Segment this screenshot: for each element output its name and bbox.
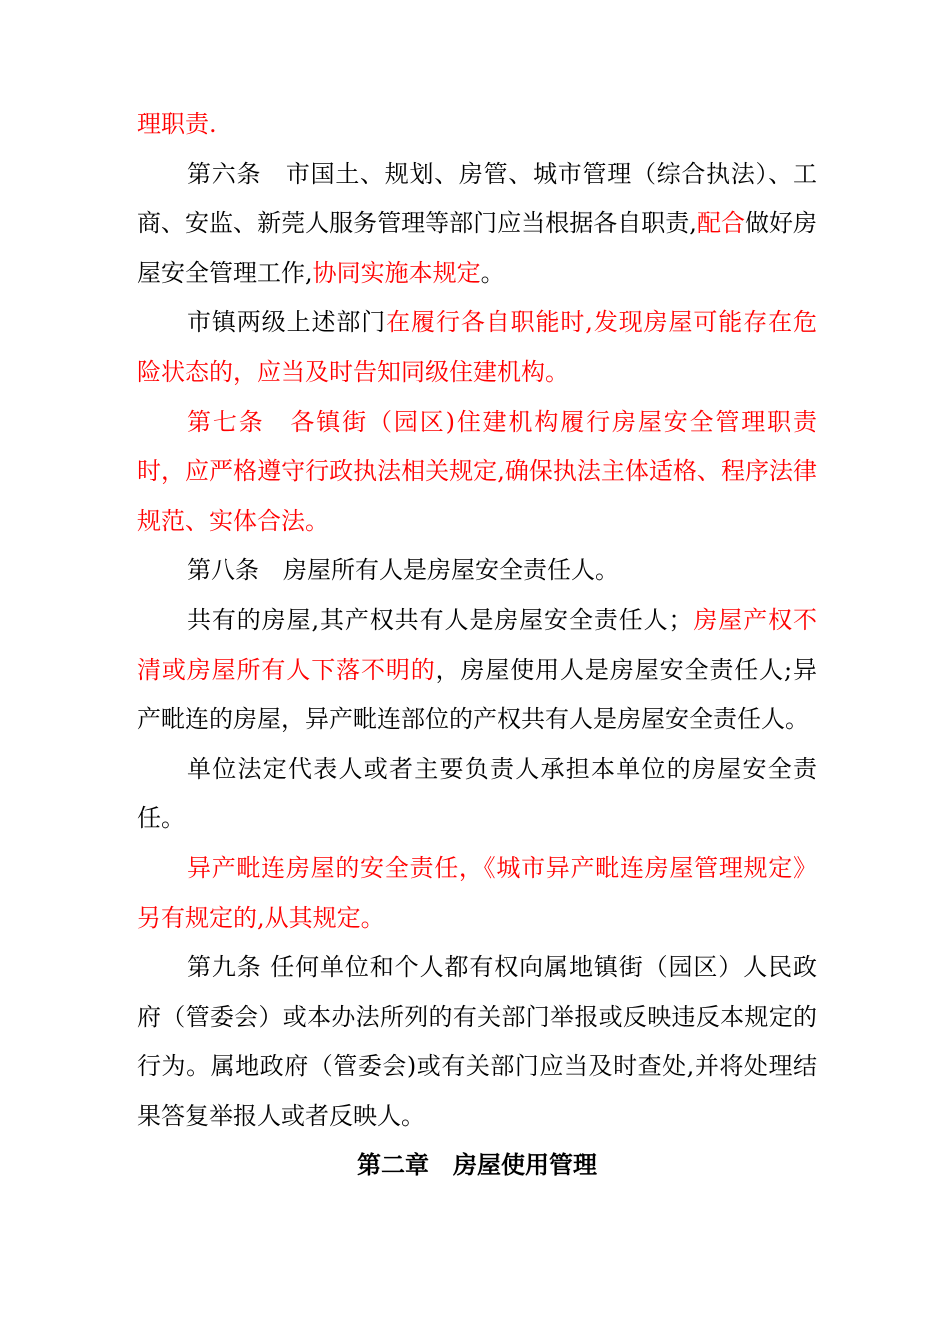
highlighted-text: 协同实施本规定 — [312, 258, 481, 287]
body-text: 第八条 房屋所有人是房屋安全责任人。 — [187, 556, 619, 585]
body-text: ，房屋使用人是房屋安全责任人;异产毗连的房屋，异产毗连部位的产权共有人是房屋安全责任人。 — [137, 655, 817, 734]
highlighted-text: 理职责. — [137, 110, 217, 138]
body-text: 市镇两级上述部门 — [187, 308, 387, 337]
paragraph — [137, 150, 817, 299]
body-text: 做好房屋安全管理工作, — [137, 209, 818, 287]
highlighted-text: 在履行各自职能时,发现房屋可能存在危险状态的，应当及时告知同级住建机构。 — [137, 308, 817, 386]
highlighted-text: 房屋产权不清或房屋所有人下落不明的 — [137, 605, 817, 684]
body-text: 第六条 市国土、规划、房管、城市管理（综合执法）、工商、安监、新莞人服务管理等部门应当根据各自职责, — [137, 159, 817, 238]
document-page — [137, 100, 817, 1191]
paragraph — [137, 398, 817, 547]
paragraph — [137, 596, 817, 745]
paragraph — [137, 943, 817, 1141]
highlighted-text: 第七条 各镇街（园区)住建机构履行房屋安全管理职责时，应严格遵守行政执法相关规定,确保执法主体适格、程序法律规范、实体合法。 — [137, 407, 817, 535]
body-text: 单位法定代表人或者主要负责人承担本单位的房屋安全责任。 — [137, 754, 817, 833]
body-text: 。 — [480, 258, 505, 287]
paragraph — [137, 844, 817, 943]
paragraph — [137, 546, 817, 596]
highlighted-text: 异产毗连房屋的安全责任，《城市异产毗连房屋管理规定》另有规定的,从其规定。 — [137, 853, 817, 932]
paragraph — [137, 745, 817, 844]
body-text: 第九条 任何单位和个人都有权向属地镇街（园区）人民政府（管委会）或本办法所列的有关部门举报或反映违反本规定的行为。属地政府（管委会)或有关部门应当及时查处,并将处理结果答复举报人或者反映人。 — [137, 953, 817, 1130]
document-body — [137, 100, 817, 1141]
paragraph — [137, 298, 817, 397]
body-text: 共有的房屋,其产权共有人是房屋安全责任人； — [187, 605, 693, 634]
chapter-heading: 第二章 房屋使用管理 — [357, 1151, 597, 1180]
highlighted-text: 配合 — [696, 209, 745, 238]
paragraph — [137, 100, 817, 150]
